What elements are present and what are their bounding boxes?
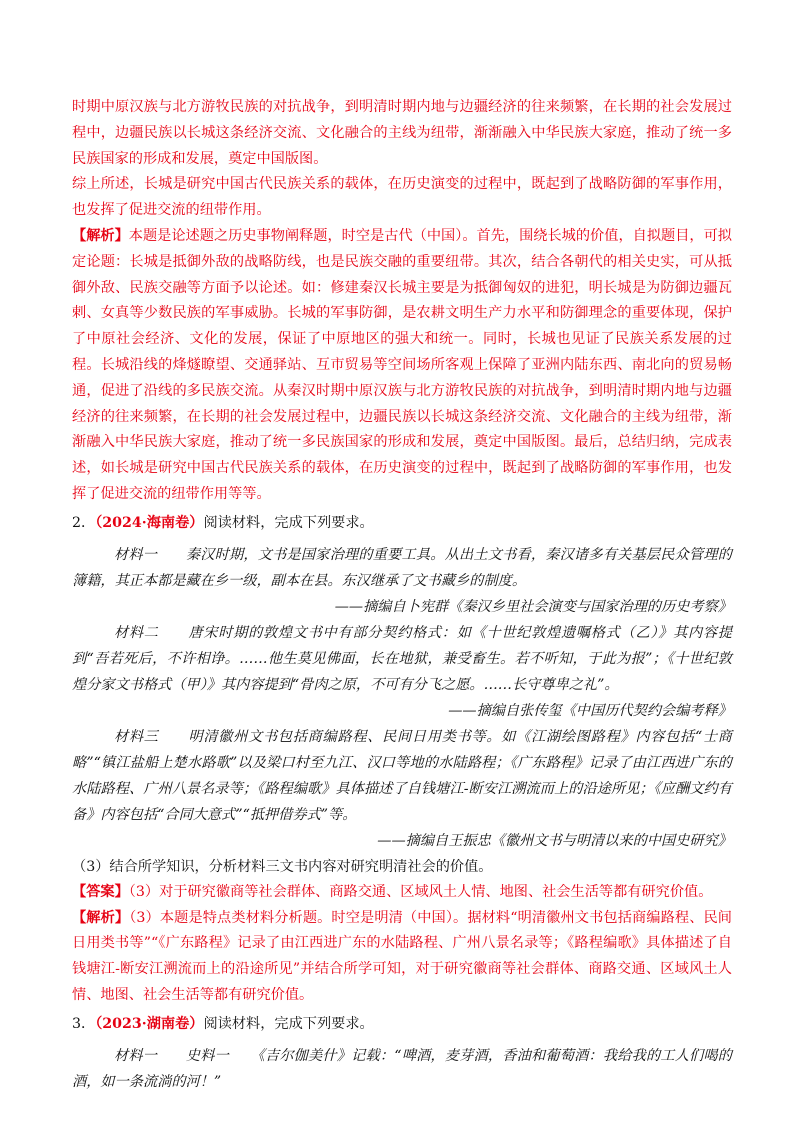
- answer-tag: 【答案】: [72, 883, 129, 900]
- sub-question-3: （3）结合所学知识，分析材料三文书内容对研究明清社会的价值。: [72, 858, 493, 875]
- document-page: [72, 95, 732, 1095]
- analysis-tag: 【解析】: [72, 227, 129, 244]
- analysis-tag: 【解析】: [72, 909, 130, 926]
- material-3-citation: ——摘编自王振忠《徽州文书与明清以来的中国史研究》: [377, 832, 732, 849]
- answer-text: （3）对于研究徽商等社会群体、商路交通、区域风土人情、地图、社会生活等都有研究价值。: [128, 883, 713, 900]
- material-1-citation: ——摘编自卜宪群《秦汉乡里社会演变与国家治理的历史考察》: [334, 598, 732, 615]
- question-prompt: 阅读材料，完成下列要求。: [203, 514, 374, 531]
- question-source: （2023·湖南卷）: [95, 1015, 204, 1032]
- material-1: 材料一 秦汉时期，文书是国家治理的重要工具。从出土文书看，秦汉诸多有关基层民众管理的簿籍，其正本都是藏在乡一级，副本在县。东汉继承了文书藏乡的制度。: [72, 546, 732, 589]
- analysis-paragraph-1: [72, 224, 732, 508]
- analysis-2: [72, 906, 732, 1009]
- question-3-header: [72, 1011, 732, 1037]
- answer-2: [72, 880, 732, 906]
- question-2-header: [72, 510, 732, 536]
- analysis-text: （3）本题是特点类材料分析题。时空是明清（中国）。据材料“明清徽州文书包括商编路程、民间日用类书等”“《广东路程》记录了由江西进广东的水陆路程、广州八景名录等；《路程编歌》具体描述了自钱塘江-断安江溯流而上的沿途所见”并结合所学可知，对于研究徽商等社会群体、商路交通、区域风土人情、地图、社会生活等都有研究价值。: [72, 909, 732, 1003]
- material-2: 材料二 唐宋时期的敦煌文书中有部分契约格式：如《十世纪敦煌遗嘱格式（乙）》其内容提到“吾若死后，不许相诤。……他生莫见佛面，长在地狱，兼受畜生。若不听知，于此为报”；《十世纪敦煌分家文书格式（甲）》其内容提到“骨肉之原，不可有分飞之愿。……长守尊卑之礼”。: [72, 624, 732, 693]
- material-2-citation: ——摘编自张传玺《中国历代契约会编考释》: [448, 702, 732, 719]
- question-number: 3．: [72, 1015, 96, 1032]
- question-number: 2．: [72, 514, 96, 531]
- answer-conclusion: 综上所述，长城是研究中国古代民族关系的载体，在历史演变的过程中，既起到了战略防御的军事作用，也发挥了促进交流的纽带作用。: [72, 176, 732, 219]
- analysis-text: 本题是论述题之历史事物阐释题，时空是古代（中国）。首先，围绕长城的价值，自拟题目，可拟定论题：长城是抵御外敌的战略防线，也是民族交融的重要纽带。其次，结合各朝代的相关史实，可从抵御外敌、民族交融等方面予以论述。如：修建秦汉长城主要是为抵御匈奴的进犯，明长城是为防御边疆瓦剌、女真等少数民族的军事威胁。长城的军事防御，是农耕文明生产力水平和防御理念的重要体现，保护了中原社会经济、文化的发展，保证了中原地区的强大和统一。同时，长城也见证了民族关系发展的过程。长城沿线的烽燧瞭望、交通驿站、互市贸易等空间场所客观上保障了亚洲内陆东西、南北向的贸易畅通，促进了沿线的多民族交流。从秦汉时期中原汉族与北方游牧民族的对抗战争，到明清时期内地与边疆经济的往来频繁，在长期的社会发展过程中，边疆民族以长城这条经济交流、文化融合的主线为纽带，渐渐融入中华民族大家庭，推动了统一多民族国家的形成和发展，奠定中国版图。最后，总结归纳，完成表述，如长城是研究中国古代民族关系的载体，在历史演变的过程中，既起到了战略防御的军事作用，也发挥了促进交流的纽带作用等等。: [72, 227, 732, 502]
- question-prompt: 阅读材料，完成下列要求。: [203, 1015, 374, 1032]
- question-source: （2024·海南卷）: [95, 514, 204, 531]
- q3-material-1: 材料一 史料一 《吉尔伽美什》记载：“啤酒，麦芽酒，香油和葡萄酒：我给我的工人们喝的酒，如一条流淌的河！”: [72, 1047, 732, 1090]
- material-3: 材料三 明清徽州文书包括商编路程、民间日用类书等。如《江湖绘图路程》内容包括“士商略”“镇江盐船上楚水路歌”以及梁口村至九江、汉口等地的水陆路程；《广东路程》记录了由江西进广东的水陆路程、广州八景名录等；《路程编歌》具体描述了自钱塘江-断安江溯流而上的沿途所见；《应酬文约有备》内容包括“合同大意式”“抵押借券式”等。: [72, 728, 732, 823]
- answer-paragraph-continued: 时期中原汉族与北方游牧民族的对抗战争，到明清时期内地与边疆经济的往来频繁，在长期的社会发展过程中，边疆民族以长城这条经济交流、文化融合的主线为纽带，渐渐融入中华民族大家庭，推动了统一多民族国家的形成和发展，奠定中国版图。: [72, 99, 732, 167]
